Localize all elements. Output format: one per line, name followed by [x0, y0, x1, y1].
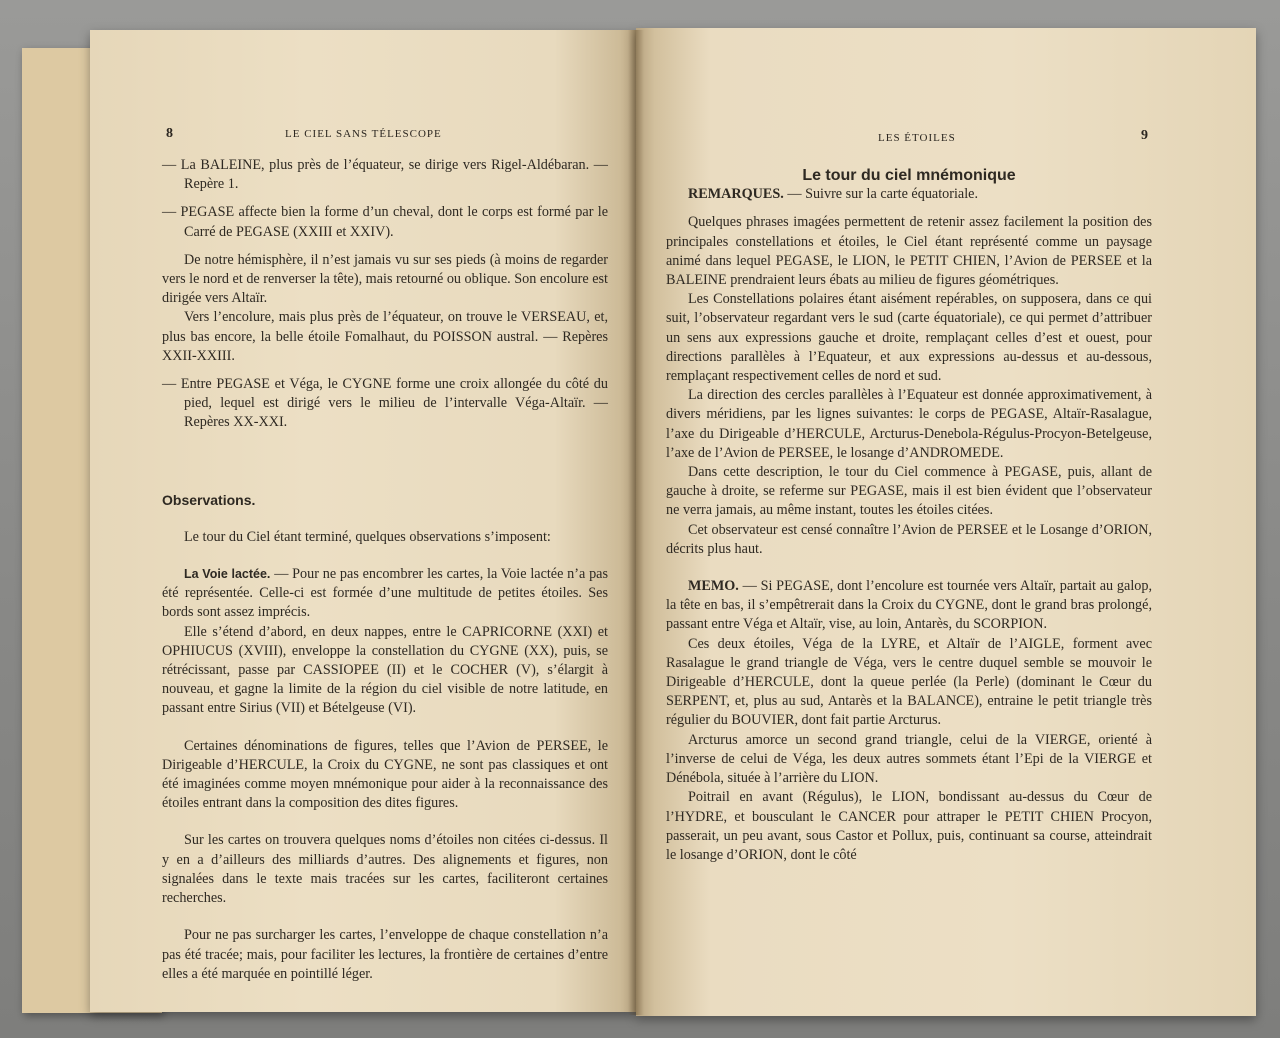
- paragraph-tour-termine: Le tour du Ciel étant terminé, quelques observations s’imposent:: [184, 528, 551, 545]
- paragraph-memo: [666, 577, 1152, 635]
- paragraph-remarques: [666, 185, 1152, 204]
- voie-lactee-lead: La Voie lactée.: [184, 567, 271, 582]
- chapter-title: Le tour du ciel mnémonique: [802, 167, 1016, 184]
- paragraph-lion: Poitrail en avant (Régulus), le LION, bondissant au-dessus du Cœur de l’HYDRE, et bousculant le CANCER pour attraper le PETIT CHIEN Procyon, passerait, un peu avant, sous Castor et Pollux, puis, continuant sa course, atteindrait le losange d’ORION, dont le côté: [666, 789, 1152, 863]
- section-heading-observations: Observations.: [162, 491, 256, 508]
- paragraph-pegase: — PEGASE affecte bien la forme d’un cheval, dont le corps est formé par le Carré de PEGASE (XXIII et XXIV).: [162, 204, 608, 240]
- paragraph-description: Dans cette description, le tour du Ciel commence à PEGASE, puis, allant de gauche à droite, se referme sur PEGASE, mais il est bien évident que l’observateur ne verra jamais, au même instant, toutes les étoiles citées.: [666, 464, 1152, 519]
- left-page-text: [162, 156, 608, 984]
- paragraph-arcturus: Arcturus amorce un second grand triangle, celui de la VIERGE, orienté à l’inverse de celui de Véga, les deux autres sommets étant l’Epi de la VIERGE et Dénébola, située à l’arrière du LION.: [666, 731, 1152, 787]
- right-page-number: 9: [1141, 128, 1148, 143]
- paragraph-noms-etoiles: Sur les cartes on trouvera quelques noms d’étoiles non citées ci-dessus. Il y en a d’ailleurs des milliards d’autres. Des alignements et figures, non signalées dans le texte mais tracées sur les cartes, faciliteront certaines recherches.: [162, 832, 608, 907]
- paragraph-baleine: — La BALEINE, plus près de l’équateur, se dirige vers Rigel-Aldébaran. — Repère 1.: [162, 157, 608, 193]
- paragraph-cercles-paralleles: La direction des cercles parallèles à l’Equateur est donnée approximativement, à divers méridiens, par les lignes suivantes: le corps de PEGASE, Altaïr-Rasalague, l’axe du Dirigeable d’HERCULE, Arcturus-Denebola-Régulus-Procyon-Betelgeuse, l’axe de l’Avion de PERSEE, le losange d’ANDROMEDE.: [666, 387, 1152, 461]
- left-running-head: LE CIEL SANS TÉLESCOPE: [285, 128, 442, 140]
- left-page-number: 8: [166, 126, 173, 141]
- paragraph-phrases-imagees: Quelques phrases imagées permettent de retenir assez facilement la position des principales constellations et étoiles, le Ciel étant représenté comme un paysage animé dans lequel PEGASE, le LION, le PETIT CHIEN, l’Avion de PERSEE et la BALEINE prendraient leurs ébats au milieu de figures géométriques.: [666, 214, 1152, 289]
- remarques-lead: REMARQUES.: [688, 186, 784, 203]
- memo-lead: MEMO.: [688, 578, 739, 595]
- remarques-text: — Suivre sur la carte équatoriale.: [783, 186, 978, 203]
- paragraph-cygne: — Entre PEGASE et Véga, le CYGNE forme une croix allongée du côté du pied, lequel est dirigé vers le milieu de l’intervalle Véga-Altaïr. — Repères XX-XXI.: [162, 376, 608, 431]
- paragraph-verseau: Vers l’encolure, mais plus près de l’équateur, on trouve le VERSEAU, et, plus bas encore, la belle étoile Fomalhaut, du POISSON austral. — Repères XXII-XXIII.: [162, 309, 608, 364]
- voie-lactee-text: — Pour ne pas encombrer les cartes, la Voie lactée n’a pas été représentée. Celle-ci est formée d’une multitude de petites étoiles. Ses bords sont assez imprécis.: [162, 566, 608, 621]
- memo-text: — Si PEGASE, dont l’encolure est tournée vers Altaïr, partait au galop, la tête en bas, il s’empêtrerait dans la Croix du CYGNE, dont le grand bras prolongé, passant entre Véga et Altaïr, vise, au loin, Antarès, du SCORPION.: [666, 578, 1152, 633]
- paragraph-vega-altair: Ces deux étoiles, Véga de la LYRE, et Altaïr de l’AIGLE, forment avec Rasalague le grand triangle de Véga, vers le centre duquel semble se mouvoir le Dirigeable d’HERCULE, dont la queue perlée (la Perle) (dominant le Cœur du SERPENT, et, plus au sud, Antarès et la BALANCE), entraine le petit triangle très régulier du BOUVIER, dont fait partie Arcturus.: [666, 635, 1152, 729]
- paragraph-voie-lactee: [162, 565, 608, 623]
- paragraph-enveloppe: Pour ne pas surcharger les cartes, l’enveloppe de chaque constellation n’a pas été tracée; mais, pour faciliter les lectures, la frontière de certaines d’entre elles a été marquée en pointillé léger.: [162, 927, 608, 982]
- right-running-head: LES ÉTOILES: [878, 132, 956, 144]
- paragraph-hemisphere: De notre hémisphère, il n’est jamais vu sur ses pieds (à moins de regarder vers le nord et de renverser la tête), mais retourné ou oblique. Son encolure est dirigée vers Altaïr.: [162, 251, 608, 307]
- book-gutter: [628, 30, 644, 1015]
- paragraph-constellations-polaires: Les Constellations polaires étant aisément repérables, on supposera, dans ce qui suit, l’observateur regardant vers le sud (carte équatoriale), ce qui permet d’attribuer un sens aux expressions gauche et droite, remplaçant celles d’est et ouest, pour directions parallèles à l’Equateur, et aux expressions au-dessus et au-dessous, remplaçant respectivement celles de nord et sud.: [666, 291, 1152, 385]
- paragraph-denominations: Certaines dénominations de figures, telles que l’Avion de PERSEE, le Dirigeable d’HERCULE, la Croix du CYGNE, ne sont pas classiques et ont été imaginées comme moyen mnémonique pour aider à la reconnaissance des étoiles entrant dans la composition des dites figures.: [162, 737, 608, 812]
- paragraph-voie-lactee-path: Elle s’étend d’abord, en deux nappes, entre le CAPRICORNE (XXI) et OPHIUCUS (XVIII), enveloppe la constellation du CYGNE (XX), puis, se rétrécissant, passe par CASSIOPEE (II) et le COCHER (V), s’élargit à nouveau, et gagne la limite de la région du ciel visible de notre latitude, en passant entre Sirius (VII) et Bételgeuse (VI).: [162, 623, 608, 717]
- paragraph-observateur: Cet observateur est censé connaître l’Avion de PERSEE et le Losange d’ORION, décrits plus haut.: [666, 521, 1152, 557]
- right-page-text: [666, 166, 1152, 865]
